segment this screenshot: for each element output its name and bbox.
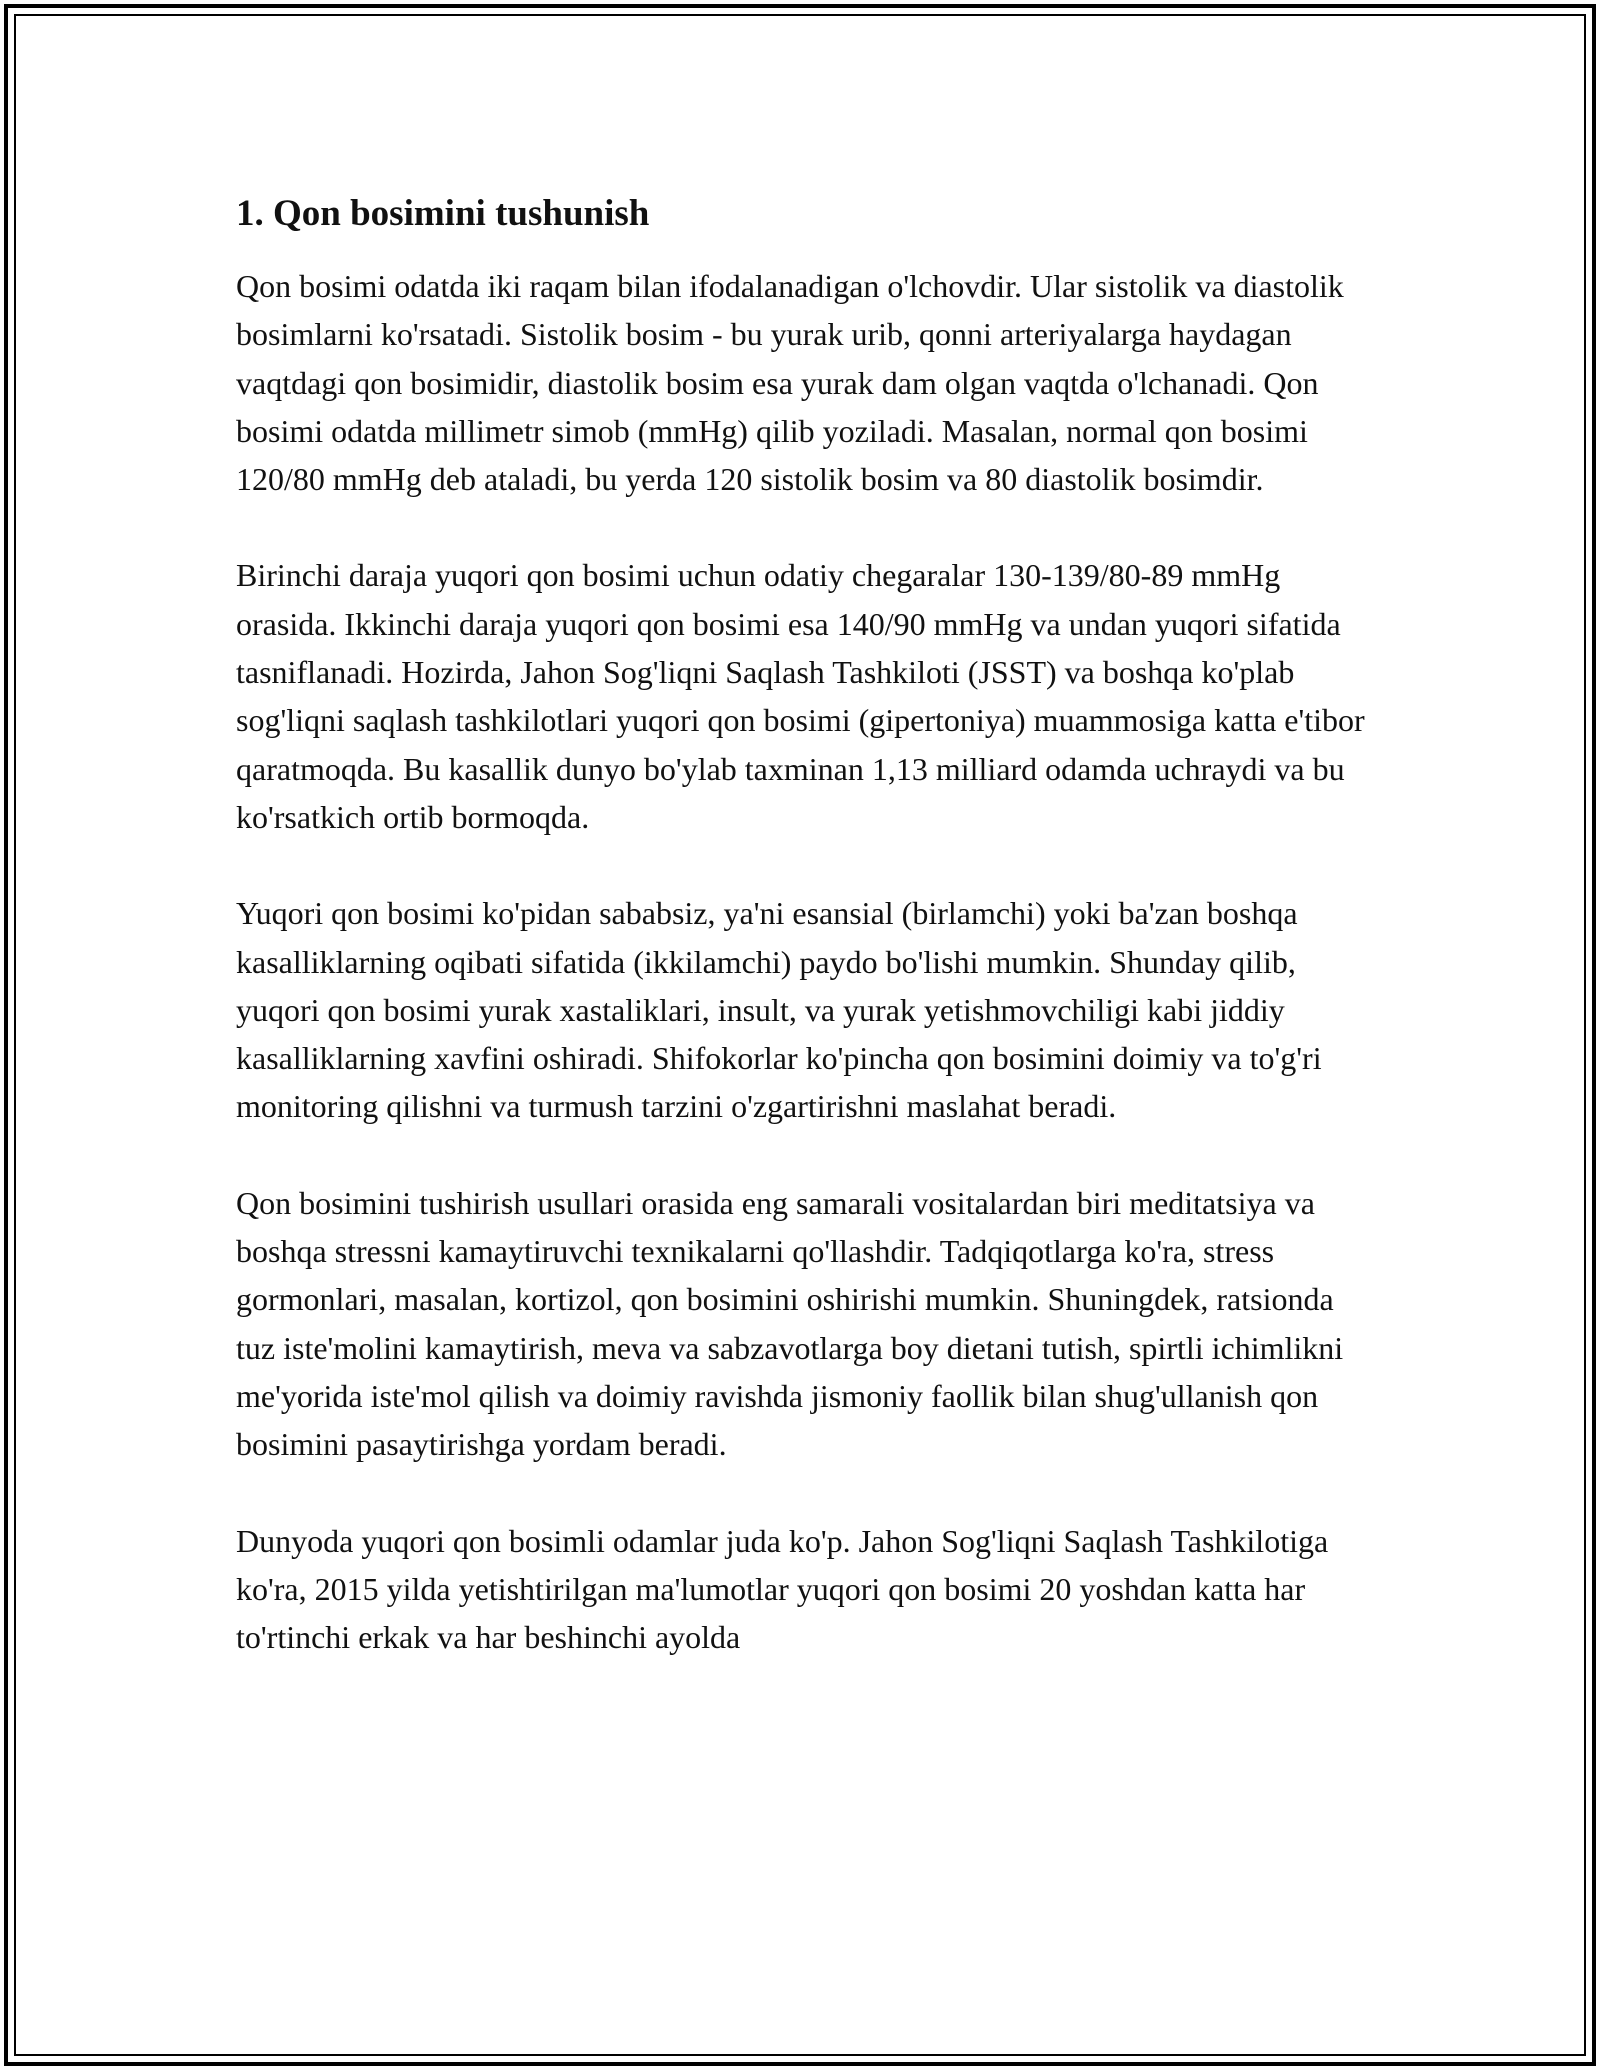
paragraph: Yuqori qon bosimi ko'pidan sababsiz, ya'ni esansial (birlamchi) yoki ba'zan boshqa kasalliklarning oqibati sifatida (ikkilamchi) paydo bo'lishi mumkin. Shunday qilib, yuqori qon bosimi yurak xastaliklari, insult, va yurak yetishmovchiligi kabi jiddiy kasalliklarning xavfini oshiradi. Shifokorlar ko'pincha qon bosimini doimiy va to'g'ri monitoring qilishni va turmush tarzini o'zgartirishni maslahat beradi. [236,895,1322,1125]
paragraph: Qon bosimi odatda iki raqam bilan ifodalanadigan o'lchovdir. Ular sistolik va diastolik bosimlarni ko'rsatadi. Sistolik bosim - bu yurak urib, qonni arteriyalarga haydagan vaqtdagi qon bosimidir, diastolik bosim esa yurak dam olgan vaqtda o'lchanadi. Qon bosimi odatda millimetr simob (mmHg) qilib yoziladi. Masalan, normal qon bosimi 120/80 mmHg deb ataladi, bu yerda 120 sistolik bosim va 80 diastolik bosimdir. [236,268,1344,498]
document-body [236,186,1366,1661]
paragraph: Birinchi daraja yuqori qon bosimi uchun odatiy chegaralar 130-139/80-89 mmHg orasida. Ikkinchi daraja yuqori qon bosimi esa 140/90 mmHg va undan yuqori sifatida tasniflanadi. Hozirda, Jahon Sog'liqni Saqlash Tashkiloti (JSST) va boshqa ko'plab sog'liqni saqlash tashkilotlari yuqori qon bosimi (gipertoniya) muammosiga katta e'tibor qaratmoqda. Bu kasallik dunyo bo'ylab taxminan 1,13 milliard odamda uchraydi va bu ko'rsatkich ortib bormoqda. [236,557,1365,835]
section-heading: 1. Qon bosimini tushunish [236,193,650,234]
paragraph: Qon bosimini tushirish usullari orasida eng samarali vositalardan biri meditatsiya va boshqa stressni kamaytiruvchi texnikalarni qo'llashdir. Tadqiqotlarga ko'ra, stress gormonlari, masalan, kortizol, qon bosimini oshirishi mumkin. Shuningdek, ratsionda tuz iste'molini kamaytirish, meva va sabzavotlarga boy dietani tutish, spirtli ichimlikni me'yorida iste'mol qilish va doimiy ravishda jismoniy faollik bilan shug'ullanish qon bosimini pasaytirishga yordam beradi. [236,1184,1344,1463]
paragraph: Dunyoda yuqori qon bosimli odamlar juda ko'p. Jahon Sog'liqni Saqlash Tashkilotiga ko'ra, 2015 yilda yetishtirilgan ma'lumotlar yuqori qon bosimi 20 yoshdan katta har to'rtinchi erkak va har beshinchi ayolda [236,1522,1329,1656]
